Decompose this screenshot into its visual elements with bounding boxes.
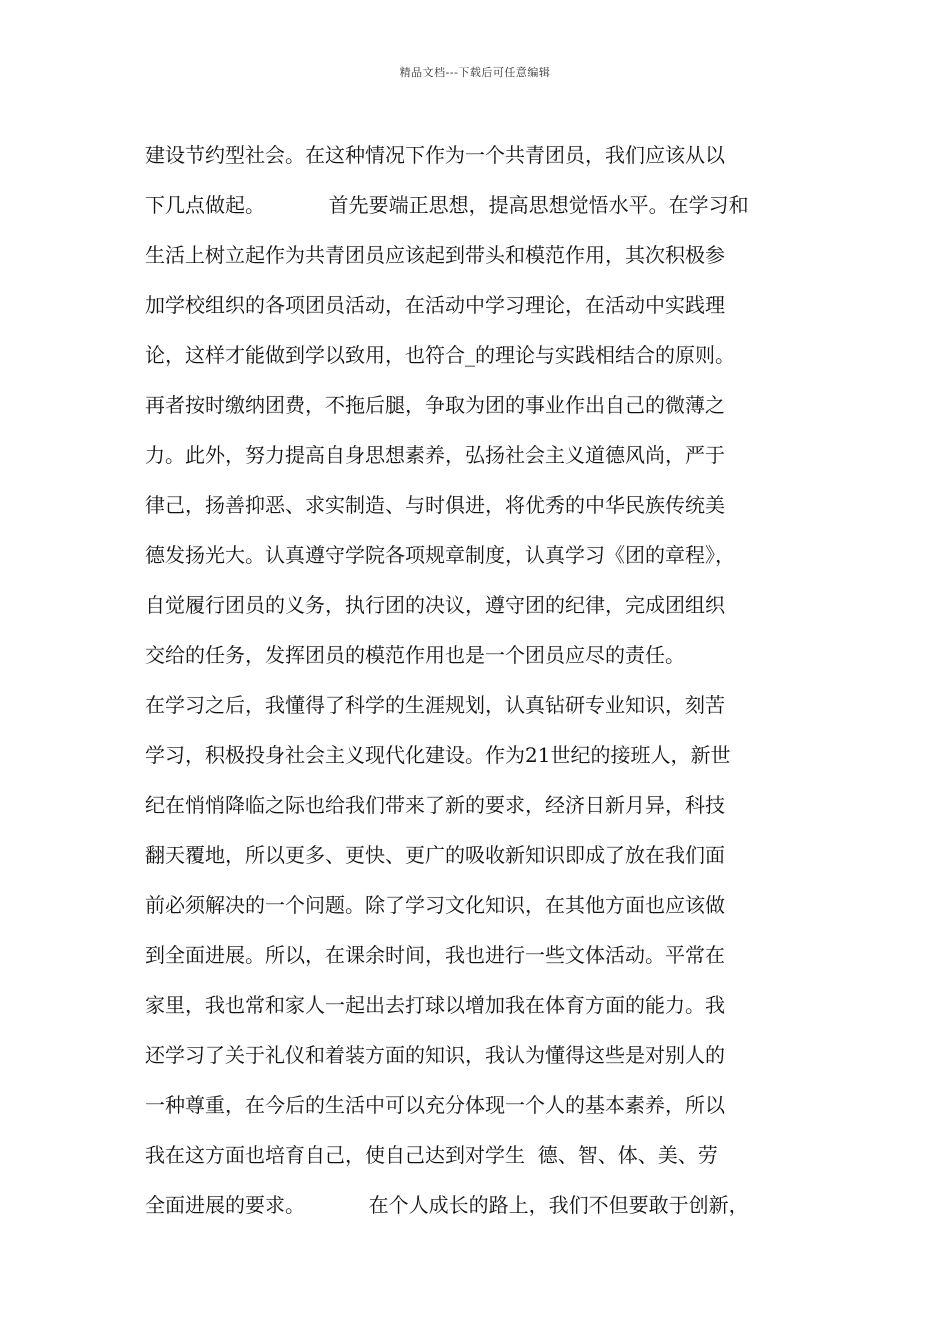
text-line: 纪在悄悄降临之际也给我们带来了新的要求，经济日新月异，科技	[145, 793, 725, 817]
page-header: 精品文档---下载后可任意编辑	[399, 66, 551, 79]
text-line: 下几点做起。 首先要端正思想，提高思想觉悟水平。在学习和	[145, 193, 749, 217]
text-line: 翻天覆地，所以更多、更快、更广的吸收新知识即成了放在我们面	[145, 843, 725, 867]
text-line: 论，这样才能做到学以致用，也符合_的理论与实践相结合的原则。	[145, 343, 735, 367]
text-line: 学习，积极投身社会主义现代化建设。作为21世纪的接班人，新世	[145, 743, 731, 767]
text-line: 建设节约型社会。在这种情况下作为一个共青团员，我们应该从以	[145, 143, 725, 167]
text-line: 自觉履行团员的义务，执行团的决议，遵守团的纪律，完成团组织	[145, 593, 725, 617]
text-line: 前必须解决的一个问题。除了学习文化知识，在其他方面也应该做	[145, 893, 725, 917]
text-line: 在学习之后，我懂得了科学的生涯规划，认真钻研专业知识，刻苦	[145, 693, 725, 717]
text-line: 全面进展的要求。 在个人成长的路上，我们不但要敢于创新，	[145, 1193, 749, 1217]
text-line: 到全面进展。所以，在课余时间，我也进行一些文体活动。平常在	[145, 943, 725, 967]
text-line: 德发扬光大。认真遵守学院各项规章制度，认真学习《团的章程》，	[145, 543, 735, 567]
text-line: 生活上树立起作为共青团员应该起到带头和模范作用，其次积极参	[145, 243, 725, 267]
text-line: 再者按时缴纳团费，不拖后腿，争取为团的事业作出自己的微薄之	[145, 393, 725, 417]
text-line: 一种尊重，在今后的生活中可以充分体现一个人的基本素养，所以	[145, 1093, 725, 1117]
body-text	[145, 130, 820, 1230]
text-line: 我在这方面也培育自己，使自己达到对学生 德、智、体、美、劳	[145, 1143, 718, 1167]
text-line: 家里，我也常和家人一起出去打球以增加我在体育方面的能力。我	[145, 993, 725, 1017]
text-line: 力。此外，努力提高自身思想素养，弘扬社会主义道德风尚，严于	[145, 443, 725, 467]
text-line: 交给的任务，发挥团员的模范作用也是一个团员应尽的责任。	[145, 643, 685, 667]
text-line: 还学习了关于礼仪和着装方面的知识，我认为懂得这些是对别人的	[145, 1043, 725, 1067]
text-line: 律己，扬善抑恶、求实制造、与时俱进，将优秀的中华民族传统美	[145, 493, 725, 517]
text-line: 加学校组织的各项团员活动，在活动中学习理论，在活动中实践理	[145, 293, 725, 317]
